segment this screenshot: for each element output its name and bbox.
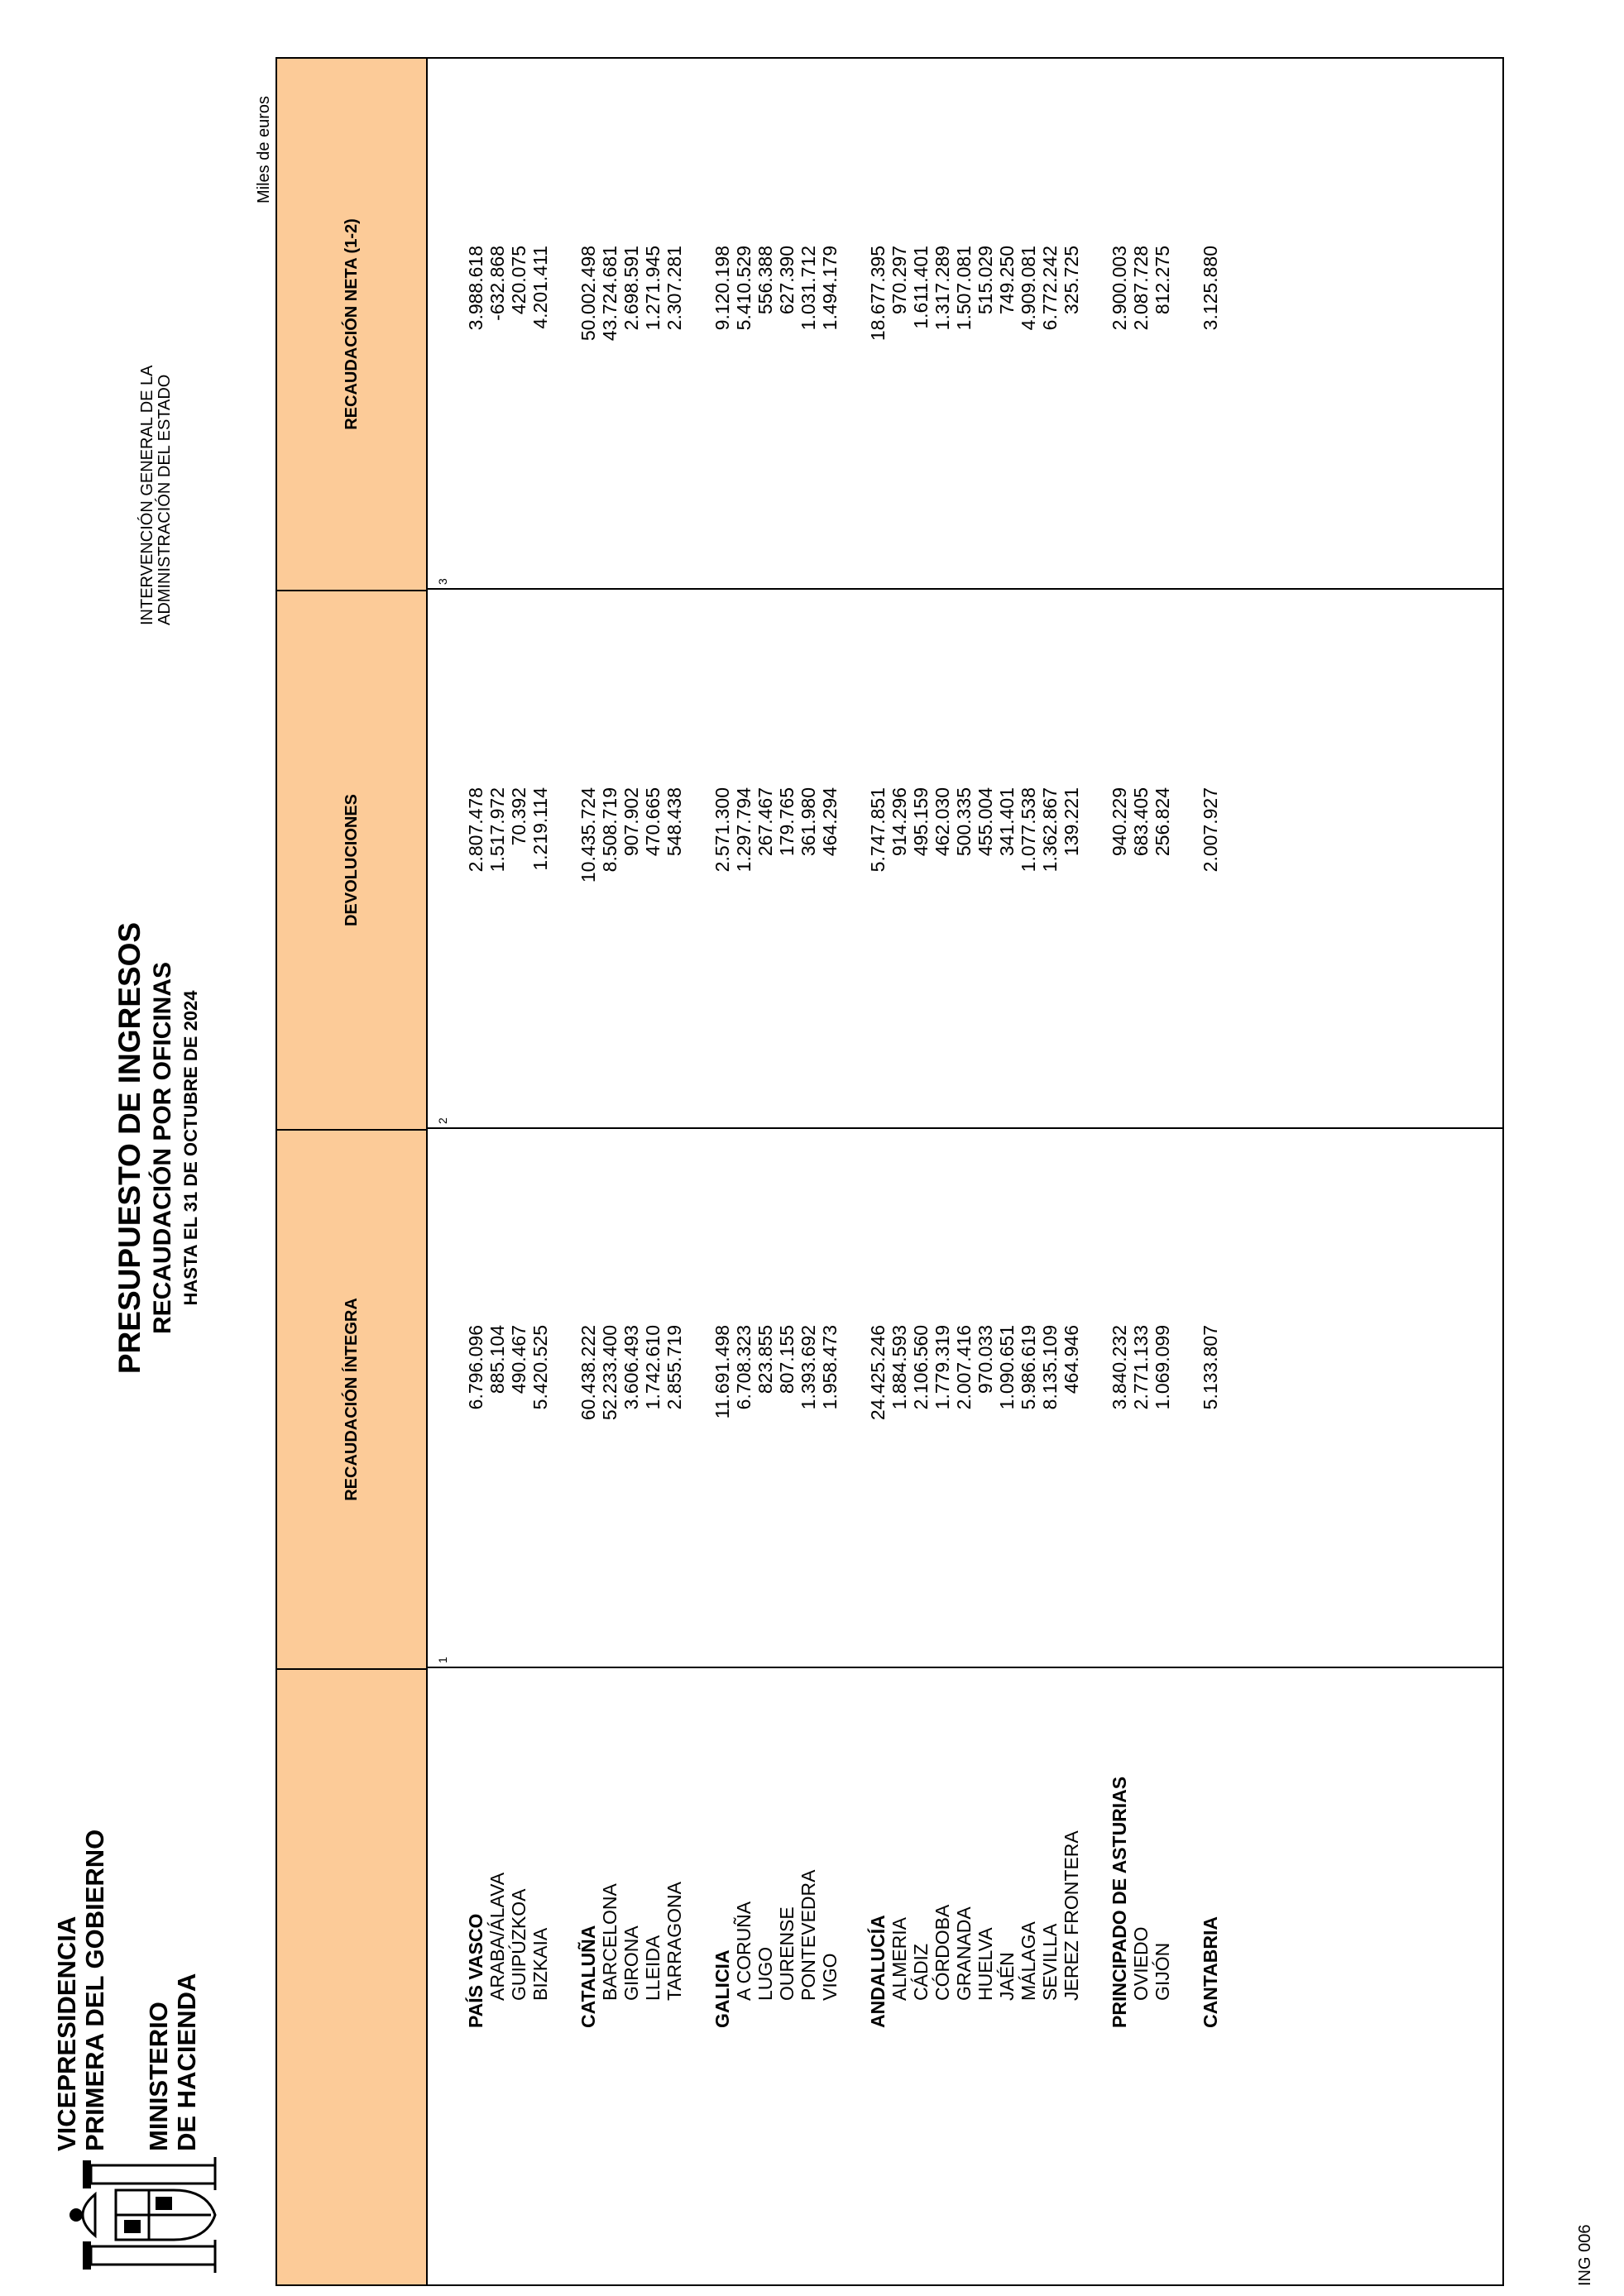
- integra-value: 464.946: [1061, 1325, 1082, 1394]
- neta-value: 749.250: [996, 246, 1018, 315]
- neta-value: 1.507.081: [953, 246, 975, 331]
- integra-value: 5.420.525: [529, 1325, 551, 1410]
- office-label: ALMERIA: [889, 1917, 910, 2001]
- devoluciones-value: 267.467: [755, 787, 776, 857]
- devoluciones-value: 1.219.114: [529, 787, 551, 871]
- neta-value: 4.201.411: [529, 246, 551, 329]
- devoluciones-value: 462.030: [932, 787, 953, 857]
- integra-value: 3.606.493: [620, 1325, 642, 1410]
- ministerio-line-2: DE HACIENDA: [172, 1973, 201, 2151]
- office-label: GIRONA: [620, 1925, 642, 2001]
- column-header-neta: RECAUDACIÓN NETA (1-2): [277, 59, 426, 590]
- neta-value: 43.724.681: [599, 246, 620, 342]
- integra-value: 5.133.807: [1200, 1325, 1221, 1410]
- integra-value: 807.155: [776, 1325, 798, 1394]
- devoluciones-value: 5.747.851: [867, 787, 889, 873]
- office-label: PONTEVEDRA: [798, 1869, 819, 2001]
- office-label: LLEIDA: [642, 1935, 663, 2001]
- document-subtitle: RECAUDACIÓN POR OFICINAS: [149, 962, 176, 1335]
- integra-value: 6.708.323: [733, 1325, 755, 1410]
- table-row: [1198, 55, 1224, 2284]
- ministerio-line-1: MINISTERIO: [144, 2002, 173, 2151]
- integra-value: 5.986.619: [1018, 1325, 1039, 1410]
- devoluciones-value: 341.401: [996, 787, 1018, 857]
- integra-value: 1.742.610: [642, 1325, 663, 1410]
- office-label: JEREZ FRONTERA: [1061, 1830, 1082, 2001]
- region-label: PAÍS VASCO: [465, 1913, 486, 2028]
- devoluciones-value: 470.665: [642, 787, 663, 857]
- header-divider: [426, 59, 428, 2284]
- devoluciones-value: 2.571.300: [711, 787, 733, 873]
- office-label: CÓRDOBA: [932, 1904, 953, 2001]
- table-row: [817, 55, 843, 2284]
- integra-value: 24.425.246: [867, 1325, 889, 1421]
- neta-value: 5.410.529: [733, 246, 755, 331]
- document-date: HASTA EL 31 DE OCTUBRE DE 2024: [180, 990, 201, 1306]
- integra-value: 52.233.400: [599, 1325, 620, 1421]
- devoluciones-value: 1.517.972: [486, 787, 508, 873]
- neta-value: 18.677.395: [867, 246, 889, 342]
- region-label: GALICIA: [711, 1949, 733, 2028]
- neta-value: 50.002.498: [577, 246, 599, 342]
- integra-value: 1.779.319: [932, 1325, 953, 1410]
- neta-value: 970.297: [889, 246, 910, 315]
- office-label: LUGO: [755, 1946, 776, 2001]
- integra-value: 1.090.651: [996, 1325, 1018, 1410]
- region-label: CATALUÑA: [577, 1925, 599, 2028]
- neta-value: 556.388: [755, 246, 776, 315]
- office-label: GIJÓN: [1152, 1942, 1173, 2001]
- office-label: GRANADA: [953, 1906, 975, 2001]
- office-label: A CORUÑA: [733, 1901, 755, 2001]
- neta-value: 420.075: [508, 246, 529, 315]
- column-header-integra: RECAUDACIÓN ÍNTEGRA: [277, 1129, 426, 1668]
- devoluciones-value: 2.807.478: [465, 787, 486, 873]
- integra-value: 2.855.719: [663, 1325, 685, 1410]
- neta-value: 2.087.728: [1130, 246, 1152, 331]
- neta-value: 4.909.081: [1018, 246, 1039, 331]
- neta-value: 2.307.281: [663, 246, 685, 331]
- integra-value: 970.033: [975, 1325, 996, 1394]
- neta-value: 3.988.618: [465, 246, 486, 331]
- neta-value: 627.390: [776, 246, 798, 315]
- integra-value: 60.438.222: [577, 1325, 599, 1421]
- integra-value: 2.771.133: [1130, 1325, 1152, 1410]
- devoluciones-value: 464.294: [819, 787, 841, 857]
- neta-value: 2.698.591: [620, 246, 642, 331]
- neta-value: 1.611.401: [910, 246, 932, 329]
- devoluciones-value: 179.765: [776, 787, 798, 857]
- integra-value: 1.884.593: [889, 1325, 910, 1410]
- office-label: ARABA/ÁLAVA: [486, 1872, 508, 2001]
- integra-value: 11.691.498: [711, 1325, 733, 1419]
- devoluciones-value: 914.296: [889, 787, 910, 857]
- integra-value: 823.855: [755, 1325, 776, 1394]
- devoluciones-value: 455.004: [975, 787, 996, 857]
- integra-value: 1.393.692: [798, 1325, 819, 1410]
- vicepresidencia-line-2: PRIMERA DEL GOBIERNO: [80, 1829, 109, 2151]
- devoluciones-value: 256.824: [1152, 787, 1173, 857]
- office-label: OVIEDO: [1130, 1926, 1152, 2001]
- neta-value: 515.029: [975, 246, 996, 315]
- neta-value: 812.275: [1152, 246, 1173, 315]
- igae-label: [139, 365, 174, 625]
- integra-value: 6.796.096: [465, 1325, 486, 1410]
- office-label: MÁLAGA: [1018, 1921, 1039, 2001]
- office-label: OURENSE: [776, 1906, 798, 2001]
- column-number: 3: [436, 578, 449, 585]
- igae-line-1: INTERVENCIÓN GENERAL DE LA: [138, 365, 156, 625]
- devoluciones-value: 548.438: [663, 787, 685, 857]
- neta-value: 9.120.198: [711, 246, 733, 331]
- neta-value: 3.125.880: [1200, 246, 1221, 331]
- neta-value: 1.031.712: [798, 246, 819, 331]
- devoluciones-value: 907.902: [620, 787, 642, 857]
- integra-value: 1.069.099: [1152, 1325, 1173, 1410]
- revenue-table: [275, 57, 1504, 2286]
- office-label: BIZKAIA: [529, 1927, 551, 2001]
- integra-value: 490.467: [508, 1325, 529, 1394]
- office-label: BARCELONA: [599, 1883, 620, 2001]
- office-label: GUIPÚZKOA: [508, 1888, 529, 2001]
- units-label: Miles de euros: [255, 95, 273, 203]
- neta-value: 2.900.003: [1109, 246, 1130, 331]
- column-number: 1: [436, 1657, 449, 1663]
- region-label: ANDALUCÍA: [867, 1915, 889, 2028]
- devoluciones-value: 1.362.867: [1039, 787, 1061, 873]
- office-label: JAÉN: [996, 1952, 1018, 2001]
- integra-value: 1.958.473: [819, 1325, 841, 1410]
- table-row: [662, 55, 687, 2284]
- region-label: PRINCIPADO DE ASTURIAS: [1109, 1776, 1130, 2028]
- neta-value: 1.317.289: [932, 246, 953, 331]
- devoluciones-value: 500.335: [953, 787, 975, 857]
- office-label: VIGO: [819, 1953, 841, 2001]
- document-title: PRESUPUESTO DE INGRESOS: [113, 921, 146, 1375]
- igae-line-2: ADMINISTRACIÓN DEL ESTADO: [156, 374, 174, 625]
- devoluciones-value: 940.229: [1109, 787, 1130, 857]
- neta-value: -632.868: [486, 246, 508, 321]
- region-label: CANTABRIA: [1200, 1916, 1221, 2028]
- integra-value: 3.840.232: [1109, 1325, 1130, 1410]
- integra-value: 885.104: [486, 1325, 508, 1394]
- office-label: CÁDIZ: [910, 1944, 932, 2001]
- form-code: ING 006: [1576, 2224, 1594, 2286]
- neta-value: 6.772.242: [1039, 246, 1061, 331]
- table-row: [1059, 55, 1085, 2284]
- office-label: HUELVA: [975, 1927, 996, 2001]
- integra-value: 8.135.109: [1039, 1325, 1061, 1410]
- devoluciones-value: 10.435.724: [577, 787, 599, 883]
- neta-value: 1.494.179: [819, 246, 841, 331]
- devoluciones-value: 361.980: [798, 787, 819, 857]
- devoluciones-value: 70.392: [508, 787, 529, 846]
- table-row: [1150, 55, 1176, 2284]
- devoluciones-value: 1.077.538: [1018, 787, 1039, 873]
- devoluciones-value: 139.221: [1061, 787, 1082, 857]
- column-header-devoluciones: DEVOLUCIONES: [277, 590, 426, 1129]
- integra-value: 2.007.416: [953, 1325, 975, 1410]
- devoluciones-value: 495.159: [910, 787, 932, 857]
- neta-value: 1.271.945: [642, 246, 663, 331]
- column-number: 2: [436, 1117, 449, 1124]
- table-row: [528, 55, 553, 2284]
- devoluciones-value: 2.007.927: [1200, 787, 1221, 873]
- office-label: SEVILLA: [1039, 1923, 1061, 2001]
- neta-value: 325.725: [1061, 246, 1082, 315]
- devoluciones-value: 1.297.794: [733, 787, 755, 873]
- office-label: TARRAGONA: [663, 1882, 685, 2001]
- row-label-header: [277, 1668, 426, 2284]
- devoluciones-value: 8.508.719: [599, 787, 620, 873]
- vicepresidencia-heading: [53, 1830, 109, 2151]
- vicepresidencia-line-1: VICEPRESIDENCIA: [52, 1916, 81, 2151]
- integra-value: 2.106.560: [910, 1325, 932, 1410]
- devoluciones-value: 683.405: [1130, 787, 1152, 857]
